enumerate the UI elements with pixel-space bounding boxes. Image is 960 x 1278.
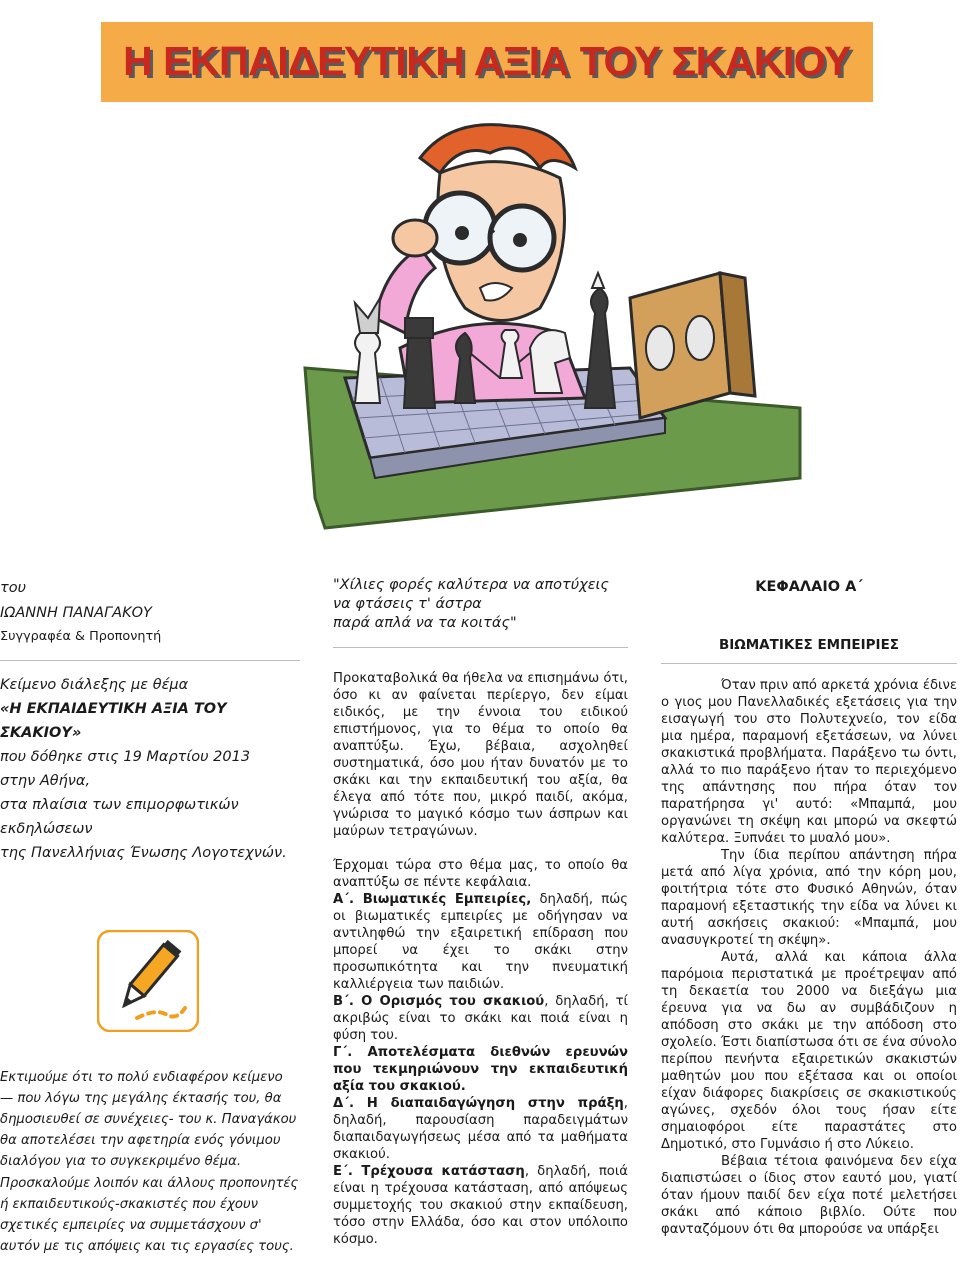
lecture-line: Κείμενο διάλεξης με θέμα (0, 677, 189, 693)
lecture-line: εκδηλώσεων (0, 821, 93, 837)
divider (661, 663, 957, 664)
chapter-paragraph: Όταν πριν από αρκετά χρόνια έδινε ο γιος μου Πανελλαδικές εξετάσεις για την εισαγωγή του στο Πολυτεχνείο, τον είδα μια ημέρα, παραμονή εξετάσεων, να λύνει σκακιστικά προβλήματα. Παράξενο τω όντι, αλλά το πιο παράξενο ήταν το περιεχόμενο της απάντησης που πήρα όταν τον παρατήρησα γι' αυτό: «Μπαμπά, μου οργανώνει τη σκέψη και μπορώ να σκεφτώ καλύτερα. Ξυπνάει το μυαλό μου». (661, 678, 957, 846)
lecture-line: της Πανελλήνιας Ένωσης Λογοτεχνών. (0, 845, 287, 861)
lecture-line: στα πλαίσια των επιμορφωτικών (0, 797, 239, 813)
introduction (333, 670, 628, 1248)
pencil-icon (97, 930, 199, 1032)
chapter-e-summary: Ε΄. Τρέχουσα κατάσταση, δηλαδή, ποιά είναι η τρέχουσα κατάσταση, από απόψεως συμμετοχής του σκακιού στην εκπαίδευση, τόσο στην Ελλάδα, όσο και στον υπόλοιπο κόσμο. (333, 1164, 628, 1247)
editorial-paragraph: Προσκαλούμε λοιπόν και άλλους προπονητές ή εκπαιδευτικούς-σκακιστές που έχουν σχετικές εμπειρίες να συμμετάσχουν σ' αυτόν με τις απόψεις και τις εργασίες τους. (0, 1176, 299, 1254)
lecture-line: που δόθηκε στις 19 Μαρτίου 2013 (0, 749, 251, 765)
editorial-note (0, 1067, 300, 1257)
chapter-heading: ΚΕΦΑΛΑΙΟ Α΄ (755, 579, 863, 595)
lecture-info (0, 673, 300, 865)
quote-line: να φτάσεις τ' άστρα (333, 596, 482, 612)
divider (333, 647, 628, 648)
chess-player-illustration (300, 118, 805, 533)
lecture-line: στην Αθήνα, (0, 773, 91, 789)
chapter-paragraph: Την ίδια περίπου απάντηση πήρα μετά από λίγα χρόνια, από την κόρη μου, φοιτήτρια τότε στο Φυσικό Αθηνών, όταν παραμονή εξεταστικής την είδα να λύνει κι αυτή ασκήσεις σκακιού: «Μπαμπά, μου ανασυγκροτεί τη σκέψη». (661, 848, 957, 948)
intro-paragraph: Προκαταβολικά θα ήθελα να επισημάνω ότι, όσο κι αν φαίνεται περίεργο, δεν είμαι ειδικός, με την έννοια του ειδικού επιστήμονος, για το θέμα το οποίο θα αναπτύξω. Έχω, βέβαια, ασχοληθεί συστηματικά, όσο μου ήταν δυνατόν με το σκάκι και την εκπαιδευτική του αξία, θα έλεγα από τότε που, μικρό παιδί, ακόμα, γνώρισα το μαγικό κόσμο των άσπρων και μαύρων τετραγώνων. (333, 671, 628, 839)
author-by: του (0, 580, 26, 596)
title-banner (101, 22, 873, 102)
lecture-title: «Η ΕΚΠΑΙΔΕΥΤΙΚΗ ΑΞΙΑ ΤΟΥ ΣΚΑΚΙΟΥ» (0, 701, 227, 741)
plan-paragraph: Έρχομαι τώρα στο θέμα μας, το οποίο θα αναπτύξω σε πέντε κεφάλαια. (333, 858, 628, 890)
page-title: Η ΕΚΠΑΙΔΕΥΤΙΚΗ ΑΞΙΑ ΤΟΥ ΣΚΑΚΙΟΥ (123, 38, 851, 84)
epigraph-quote (333, 576, 628, 633)
left-column (0, 578, 300, 1257)
author-name: ΙΩΑΝΝΗ ΠΑΝΑΓΑΚΟΥ (0, 605, 152, 621)
chapter-a-summary: Α΄. Βιωματικές Εμπειρίες, δηλαδή, πώς οι βιωματικές εμπειρίες με οδήγησαν να αντιληφθώ την εξαιρετική επίδραση που μπορεί να έχει το σκάκι στην προσωπικότητα και την πνευματική καλλιέργεια των παιδιών. (333, 892, 628, 992)
chapter-b-summary: Β΄. Ο Ορισμός του σκακιού, δηλαδή, τί ακριβώς είναι το σκάκι και ποιά είναι η φύση του. (333, 994, 628, 1043)
chapter-paragraph: Αυτά, αλλά και κάποια άλλα παρόμοια περιστατικά με προέτρεψαν από τη δεκαετία του 2000 να διεξάγω μια έρευνα για να δω αν συμβάδιζουν η απόδοση στο σκάκι με την απόδοση στο σχολείο. Έστι διαπίστωσα ότι σε ένα σύνολο περίπου πενήντα εξαιρετικών σκακιστών μαθητών μου που εξέτασα και οι οποίοι είχαν διάφορες διακρίσεις σε σκακιστικούς αγώνες, σχεδόν όλοι τους ήσαν είτε σημαιοφόροι είτε παραστάτες στο Δημοτικό, στο Γυμνάσιο ή στο Λύκειο. (661, 950, 957, 1152)
divider (0, 660, 300, 661)
quote-line: παρά απλά να τα κοιτάς" (333, 615, 517, 631)
author-role: Συγγραφέα & Προπονητή (0, 629, 162, 644)
chapter-d-summary: Δ΄. Η διαπαιδαγώγηση στην πράξη, δηλαδή, παρουσίαση παραδειγμάτων διαπαιδαγωγήσεως μέσα από τα μαθήματα σκακιού. (333, 1096, 628, 1162)
chapter-c-summary: Γ΄. Αποτελέσματα διεθνών ερευνών που τεκμηριώνουν την εκπαιδευτική αξία του σκακιού. (333, 1045, 628, 1094)
editorial-paragraph: Εκτιμούμε ότι το πολύ ενδιαφέρον κείμενο — που λόγω της μεγάλης έκτασής του, θα δημοσιευθεί σε συνέχειες- του κ. Παναγάκου θα αποτελέσει την αφετηρία ενός γόνιμου διαλόγου για το συγκεκριμένο θέμα. (0, 1070, 297, 1169)
right-column (661, 578, 957, 1238)
chapter-subheading: ΒΙΩΜΑΤΙΚΕΣ ΕΜΠΕΙΡΙΕΣ (718, 637, 900, 653)
chapter-paragraph: Βέβαια τέτοια φαινόμενα δεν είχα διαπιστώσει ο ίδιος στον εαυτό μου, γιατί όταν ήμουν παιδί δεν είχα ποτέ μελετήσει σκάκι από κάποιο βιβλίο. Ούτε που φανταζόμουν ότι θα μπορούσε να υπάρξει (661, 1154, 957, 1237)
quote-line: "Χίλιες φορές καλύτερα να αποτύχεις (333, 577, 609, 593)
chapter-body (661, 677, 957, 1238)
middle-column (333, 576, 628, 1248)
